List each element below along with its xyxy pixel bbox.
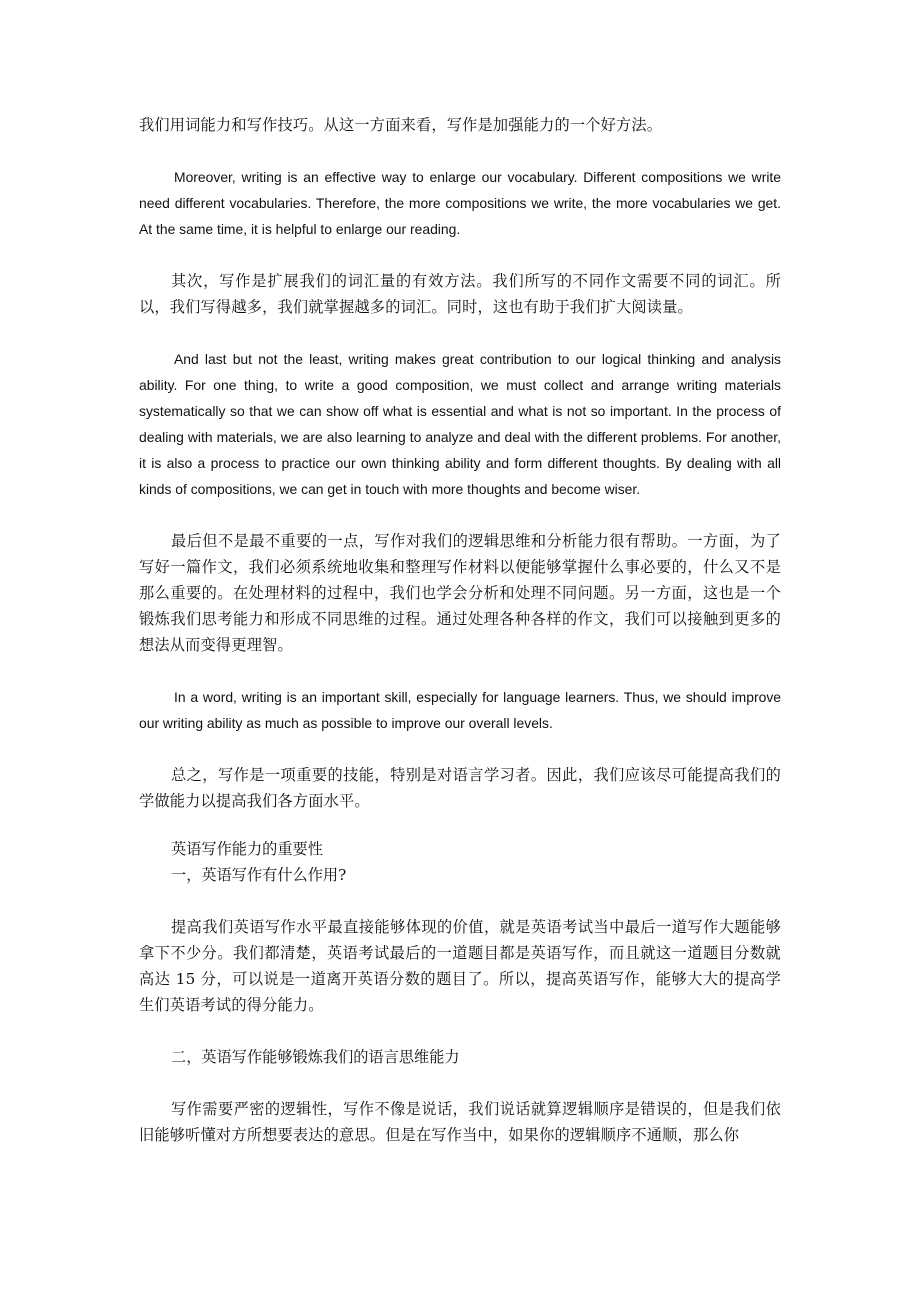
paragraph-zh-logical-thinking: 最后但不是最不重要的一点，写作对我们的逻辑思维和分析能力很有帮助。一方面，为了写好一篇作文，我们必须系统地收集和整理写作材料以便能够掌握什么事必要的，什么又不是那么重要的。在处理材料的过程中，我们也学会分析和处理不同问题。另一方面，这也是一个锻炼我们思考能力和形成不同思维的过程。通过处理各种各样的作文，我们可以接触到更多的想法从而变得更理智。: [139, 532, 781, 654]
section-heading-2: 二，英语写作能够锻炼我们的语言思维能力: [171, 1048, 460, 1066]
document-body: [139, 112, 781, 1148]
paragraph-zh-vocabulary: 其次，写作是扩展我们的词汇量的有效方法。我们所写的不同作文需要不同的词汇。所以，我们写得越多，我们就掌握越多的词汇。同时，这也有助于我们扩大阅读量。: [139, 272, 781, 316]
paragraph-zh-1: 我们用词能力和写作技巧。从这一方面来看，写作是加强能力的一个好方法。: [139, 116, 663, 134]
section-title: 英语写作能力的重要性: [171, 840, 323, 858]
paragraph-en-conclusion: In a word, writing is an important skill, especially for language learners. Thus, we should improve our writing ability as much as possible to improve our overall levels.: [139, 689, 781, 731]
section-heading-1: 一，英语写作有什么作用?: [171, 866, 347, 884]
paragraph-zh-conclusion: 总之，写作是一项重要的技能，特别是对语言学习者。因此，我们应该尽可能提高我们的学做能力以提高我们各方面水平。: [139, 766, 781, 810]
paragraph-en-vocabulary: Moreover, writing is an effective way to enlarge our vocabulary. Different compositions we write need different vocabularies. Therefore, the more compositions we write, the more vocabularies we get. At the same time, it is helpful to enlarge our reading.: [139, 169, 781, 237]
paragraph-en-logical-thinking: And last but not the least, writing makes great contribution to our logical thinking and analysis ability. For one thing, to write a good composition, we must collect and arrange writing materials systematically so that we can show off what is essential and what is not so important. In the process of dealing with materials, we are also learning to analyze and deal with the different problems. For another, it is also a process to practice our own thinking ability and form different thoughts. By dealing with all kinds of compositions, we can get in touch with more thoughts and become wiser.: [139, 351, 781, 497]
paragraph-zh-exam-score: 提高我们英语写作水平最直接能够体现的价值，就是英语考试当中最后一道写作大题能够拿下不少分。我们都清楚，英语考试最后的一道题目都是英语写作，而且就这一道题目分数就高达 15 分，可以说是一道离开英语分数的题目了。所以，提高英语写作，能够大大的提高学生们英语考试的得分能力。: [139, 918, 781, 1014]
paragraph-zh-logic: 写作需要严密的逻辑性，写作不像是说话，我们说话就算逻辑顺序是错误的，但是我们依旧能够听懂对方所想要表达的意思。但是在写作当中，如果你的逻辑顺序不通顺，那么你: [139, 1100, 781, 1144]
